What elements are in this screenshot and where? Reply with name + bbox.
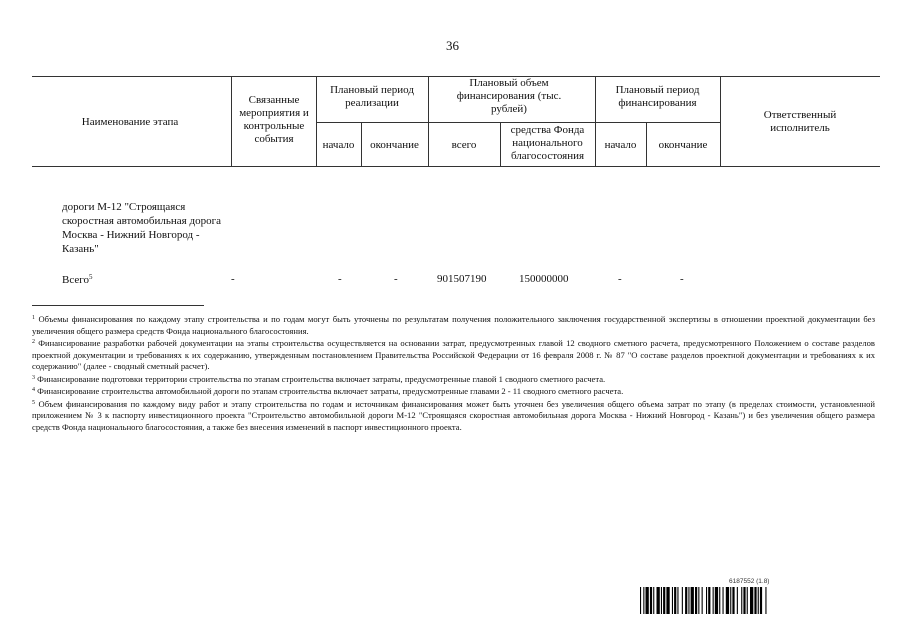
barcode-bar	[743, 587, 745, 614]
header-end: окончание	[370, 139, 419, 151]
header-total: всего	[451, 139, 477, 151]
footnote-text: Финансирование подготовки территории строительства по этапам строительства включает затраты, предусмотренные главой 1 сводного сметного расчета.	[37, 373, 606, 384]
barcode-bar	[737, 587, 738, 614]
barcode-bar	[702, 587, 703, 614]
barcode-bar	[685, 587, 687, 614]
barcode-bar	[666, 587, 669, 614]
total-amount: 901507190	[437, 273, 487, 285]
barcode-bar	[765, 587, 766, 614]
stage-name-text: дороги М-12 "Строящаяся скоростная автомобильная дорога Москва - Нижний Новгород - Казань"	[62, 201, 221, 255]
total-end: -	[394, 273, 398, 285]
barcode-bar	[698, 587, 699, 614]
header-stage-name: Наименование этапа	[81, 116, 179, 128]
footnote	[32, 337, 875, 373]
barcode-bar	[750, 587, 753, 614]
barcode-bar	[726, 587, 729, 614]
barcode-bar	[691, 587, 694, 614]
footnote-mark: 1	[32, 315, 35, 321]
column-divider	[720, 76, 721, 166]
total-fin-start: -	[618, 273, 622, 285]
total-fin-end: -	[680, 273, 684, 285]
barcode-bar	[672, 587, 673, 614]
barcode-bar	[732, 587, 734, 614]
column-divider	[595, 76, 596, 166]
barcode-bar	[674, 587, 676, 614]
barcode-bar	[650, 587, 652, 614]
barcode-bar	[715, 587, 718, 614]
header-planned-period: Плановый период реализации	[330, 84, 414, 109]
total-label	[62, 273, 92, 286]
barcode-bar	[688, 587, 689, 614]
total-fund-means: 150000000	[519, 273, 569, 285]
barcode-bar	[708, 587, 710, 614]
footnote-separator	[32, 305, 204, 306]
header-start: начало	[322, 139, 355, 151]
column-divider	[316, 76, 317, 166]
footnote	[32, 313, 875, 337]
barcode-bar	[695, 587, 697, 614]
barcode-bar	[741, 587, 742, 614]
barcode-bar	[643, 587, 644, 614]
barcode-bar	[723, 587, 724, 614]
barcode-bar	[758, 587, 759, 614]
footnote-text: Финансирование строительства автомобильной дороги по этапам строительства включает затраты, предусмотренные главами 2 - 11 сводного сметного расчета.	[37, 386, 624, 396]
header-responsible: Ответственный исполнитель	[763, 109, 837, 134]
footnote-text: Объем финансирования по каждому виду работ и этапу строительства по годам и источникам финансирования может быть уточнен без увеличения общего объема затрат по этапу (в пределах стоимости, установленной приложением № 3 к паспорту инвестиционного проекта "Строительство автомобильной дороги М-12 "Строящаяся скоростная автомобильная дорога Москва - Нижний Новгород - Казань") и без увеличения общего размера средств Фонда национального благосостояния, а также без внесения изменений в паспорт инвестиционного проекта.	[32, 398, 875, 432]
barcode-bar	[730, 587, 731, 614]
footnote-text: Объемы финансирования по каждому этапу строительства и по годам могут быть уточнены по результатам получения положительного заключения государственной экспертизы в отношении проектной документации без увеличения общего размера средств Фонда национального благосостояния.	[32, 314, 875, 336]
header-funding-period: Плановый период финансирования	[615, 84, 700, 109]
header-related-events: Связанные мероприятия и контрольные события	[239, 94, 309, 145]
header-fin-start: начало	[604, 139, 637, 151]
footnote-mark: 3	[32, 374, 35, 381]
footnote	[32, 385, 875, 398]
barcode-bar	[713, 587, 714, 614]
table-subheader-border	[316, 122, 720, 123]
barcode-bar	[760, 587, 762, 614]
barcode-bar	[640, 587, 641, 614]
barcode-bar	[747, 587, 748, 614]
column-divider	[428, 76, 429, 166]
barcode-bar	[661, 587, 662, 614]
header-fund-means: средства Фонда национального благосостояния	[510, 124, 585, 162]
total-label-text: Всего	[62, 274, 89, 286]
footnote	[32, 398, 875, 434]
footnotes	[32, 313, 875, 433]
barcode-bar	[646, 587, 649, 614]
barcode-bar	[657, 587, 660, 614]
footnote-mark: 2	[32, 339, 35, 345]
page-number: 36	[446, 38, 459, 53]
table-header-bottom-border	[32, 166, 880, 167]
footnote-ref: 5	[88, 273, 93, 281]
barcode-bar	[677, 587, 678, 614]
barcode-bar	[706, 587, 707, 614]
footnote-mark: 5	[32, 399, 35, 406]
barcode-bar	[663, 587, 665, 614]
barcode-bar	[653, 587, 654, 614]
footnote-text: Финансирование разработки рабочей документации на этапы строительства осуществляется на основании затрат, предусмотренных главой 12 сводного сметного расчета, предусмотренного Положением о составе разделов проектной документации и требованиях к их содержанию, утвержденным постановлением Правительства Российской Федерации от 16 февраля 2008 г. № 87 "О составе разделов проектной документации и требованиях к их содержанию" (далее - сводный сметный расчет).	[32, 338, 875, 371]
barcode-bar	[682, 587, 683, 614]
document-code: 6187552 (1.8)	[729, 578, 770, 585]
total-start: -	[338, 273, 342, 285]
footnote-mark: 4	[32, 387, 35, 393]
footnote	[32, 373, 875, 386]
barcode	[640, 587, 880, 614]
barcode-bar	[754, 587, 756, 614]
barcode-bar	[719, 587, 720, 614]
header-fin-end: окончание	[658, 139, 708, 151]
total-related-events: -	[231, 273, 235, 285]
header-funding-volume: Плановый объем финансирования (тыс. рублей)	[456, 77, 562, 115]
